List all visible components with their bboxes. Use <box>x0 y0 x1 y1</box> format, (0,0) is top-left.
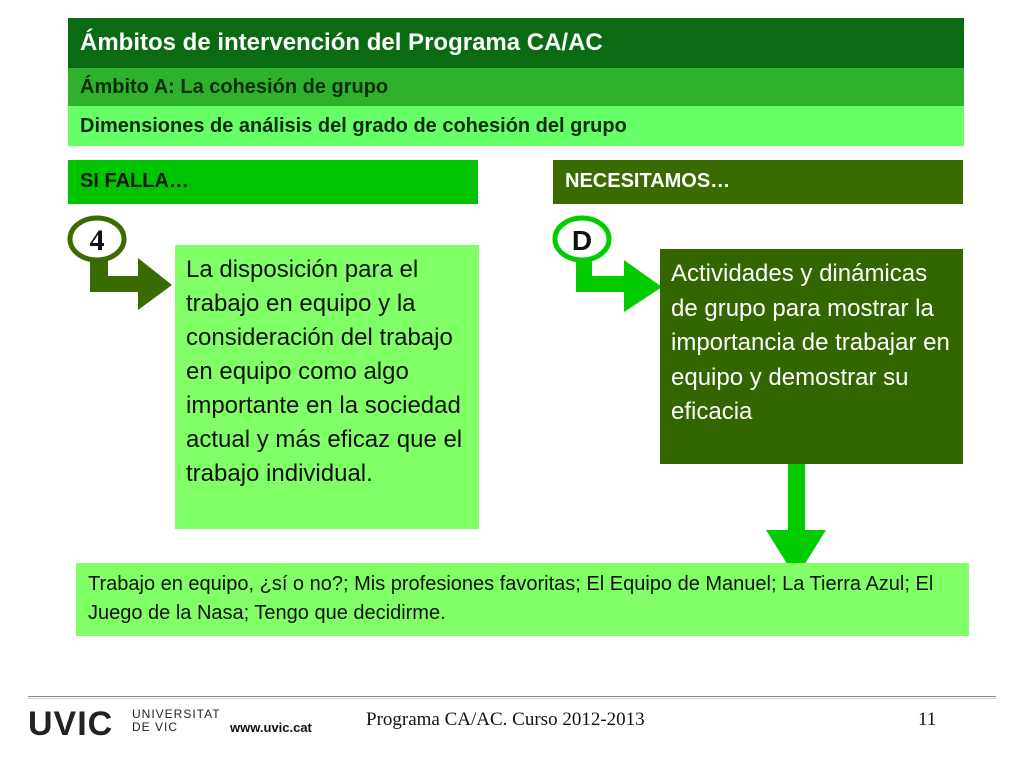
section-heading: Dimensiones de análisis del grado de cohesión del grupo <box>68 106 964 146</box>
university-logo-text <box>132 708 221 734</box>
problem-description: La disposición para el trabajo en equipo y la consideración del trabajo en equipo como algo importante en la sociedad actual y más eficaz que el trabajo individual. <box>175 245 479 529</box>
if-fails-label: SI FALLA… <box>68 160 478 204</box>
slide-subtitle: Ámbito A: La cohesión de grupo <box>68 68 964 106</box>
footer-course: Programa CA/AC. Curso 2012-2013 <box>366 709 645 730</box>
logo-line-1: UNIVERSITAT <box>132 707 221 721</box>
down-arrow-icon <box>766 464 826 578</box>
needs-description: Actividades y dinámicas de grupo para mostrar la importancia de trabajar en equipo y demostrar su eficacia <box>660 249 963 464</box>
footer-divider <box>28 696 996 697</box>
badge-d-text: D <box>571 225 593 256</box>
page-number: 11 <box>918 709 937 730</box>
logo-line-2: DE VIC <box>132 720 179 734</box>
we-need-label: NECESITAMOS… <box>553 160 963 204</box>
slide-title: Ámbitos de intervención del Programa CA/AC <box>68 18 964 68</box>
activities-list: Trabajo en equipo, ¿sí o no?; Mis profesiones favoritas; El Equipo de Manuel; La Tierra Azul; El Juego de la Nasa; Tengo que decidirme. <box>76 563 969 636</box>
uvic-logo: UVIC <box>28 705 114 743</box>
footer-divider-shadow <box>28 698 996 699</box>
website-link[interactable]: www.uvic.cat <box>230 720 312 735</box>
badge-4-text: 4 <box>89 224 105 257</box>
